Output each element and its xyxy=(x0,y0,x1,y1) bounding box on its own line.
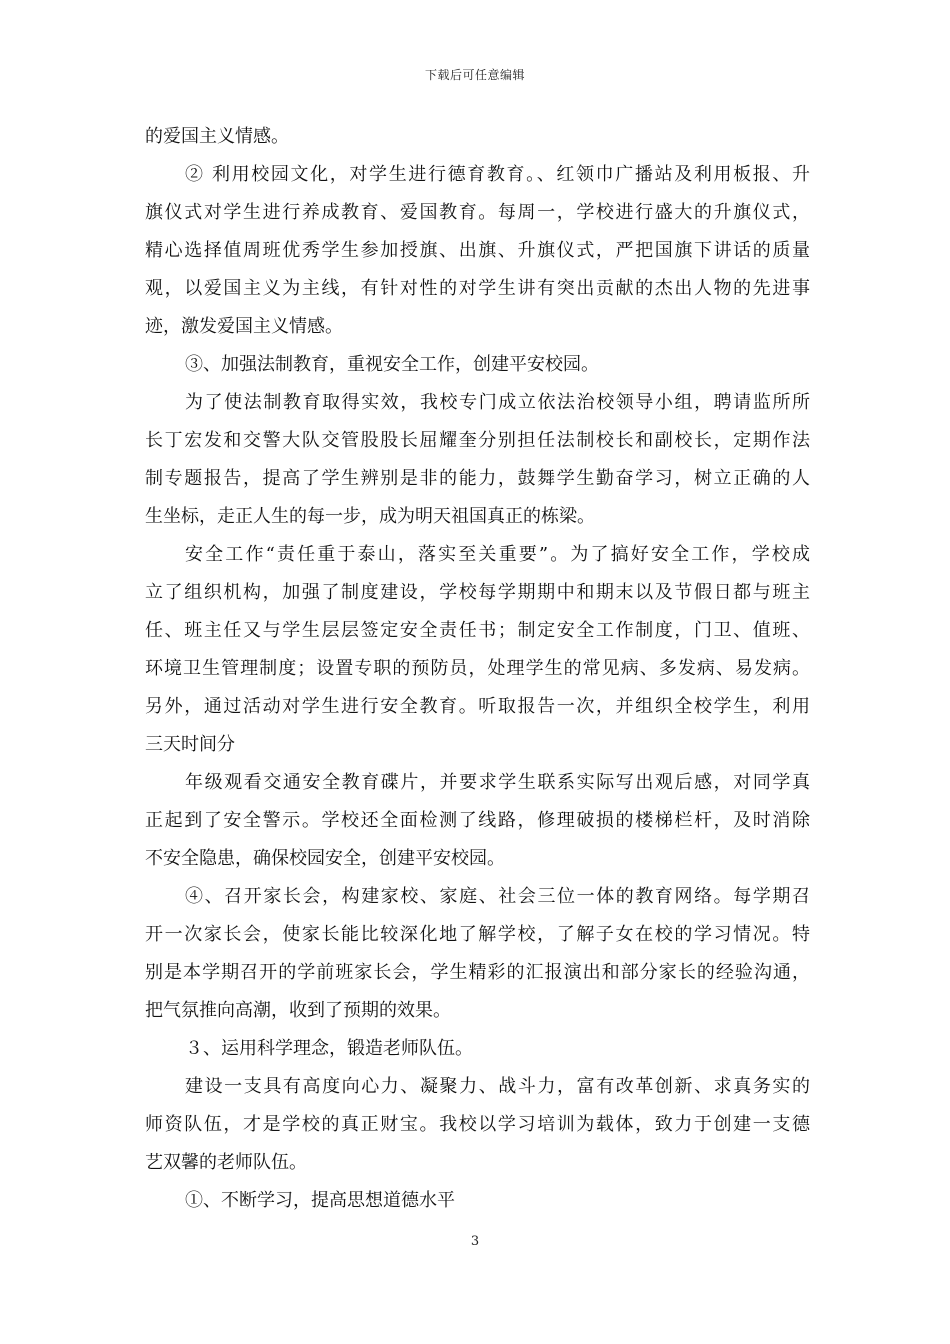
body-text xyxy=(145,118,810,1220)
text-line: 把气氛推向高潮，收到了预期的效果。 xyxy=(145,1000,451,1021)
text-line: 另外，通过活动对学生进行安全教育。听取报告一次，并组织全校学生，利用 xyxy=(145,696,810,717)
text-line: ② 利用校园文化，对学生进行德育教育。、红领巾广播站及利用板报、升 xyxy=(185,164,810,185)
text-line: 别是本学期召开的学前班家长会，学生精彩的汇报演出和部分家长的经验沟通， xyxy=(145,962,810,983)
text-line: 艺双馨的老师队伍。 xyxy=(145,1152,307,1173)
text-line: 制专题报告，提高了学生辨别是非的能力，鼓舞学生勤奋学习，树立正确的人 xyxy=(145,468,810,489)
page-number: 3 xyxy=(470,1234,480,1249)
text-line: 的爱国主义情感。 xyxy=(145,126,289,147)
text-line: 环境卫生管理制度；设置专职的预防员，处理学生的常见病、多发病、易发病。 xyxy=(145,658,810,679)
text-line: 年级观看交通安全教育碟片，并要求学生联系实际写出观后感，对同学真 xyxy=(185,772,810,793)
text-line: 开一次家长会，使家长能比较深化地了解学校，了解子女在校的学习情况。特 xyxy=(145,924,810,945)
text-line: 精心选择值周班优秀学生参加授旗、出旗、升旗仪式，严把国旗下讲话的质量 xyxy=(145,240,810,261)
text-line: 师资队伍，才是学校的真正财宝。我校以学习培训为载体，致力于创建一支德 xyxy=(145,1114,810,1135)
text-line: 不安全隐患，确保校园安全，创建平安校园。 xyxy=(145,848,505,869)
text-line: 长丁宏发和交警大队交管股股长屈耀奎分别担任法制校长和副校长，定期作法 xyxy=(145,430,810,451)
text-line: 建设一支具有高度向心力、凝聚力、战斗力，富有改革创新、求真务实的 xyxy=(185,1076,810,1097)
text-line: 立了组织机构，加强了制度建设，学校每学期期中和期末以及节假日都与班主 xyxy=(145,582,810,603)
text-line: 正起到了安全警示。学校还全面检测了线路，修理破损的楼梯栏杆，及时消除 xyxy=(145,810,810,831)
text-line: 任、班主任又与学生层层签定安全责任书；制定安全工作制度，门卫、值班、 xyxy=(145,620,810,641)
text-line: 安全工作“责任重于泰山，落实至关重要”。为了搞好安全工作，学校成 xyxy=(185,544,810,565)
text-line: ①、不断学习，提高思想道德水平 xyxy=(185,1190,455,1211)
text-line: ④、召开家长会，构建家校、家庭、社会三位一体的教育网络。每学期召 xyxy=(185,886,810,907)
text-line: ③、加强法制教育，重视安全工作，创建平安校园。 xyxy=(185,354,599,375)
text-line: 旗仪式对学生进行养成教育、爱国教育。每周一，学校进行盛大的升旗仪式， xyxy=(145,202,810,223)
text-line: 迹，激发爱国主义情感。 xyxy=(145,316,343,337)
text-line: 观，以爱国主义为主线，有针对性的对学生讲有突出贡献的杰出人物的先进事 xyxy=(145,278,810,299)
text-line: 生坐标，走正人生的每一步，成为明天祖国真正的栋梁。 xyxy=(145,506,595,527)
page-header: 下载后可任意编辑 xyxy=(424,68,525,82)
text-line: 三天时间分 xyxy=(145,734,235,755)
text-line: 为了使法制教育取得实效，我校专门成立依法治校领导小组，聘请监所所 xyxy=(185,392,810,413)
text-line: ３、运用科学理念，锻造老师队伍。 xyxy=(185,1038,473,1059)
